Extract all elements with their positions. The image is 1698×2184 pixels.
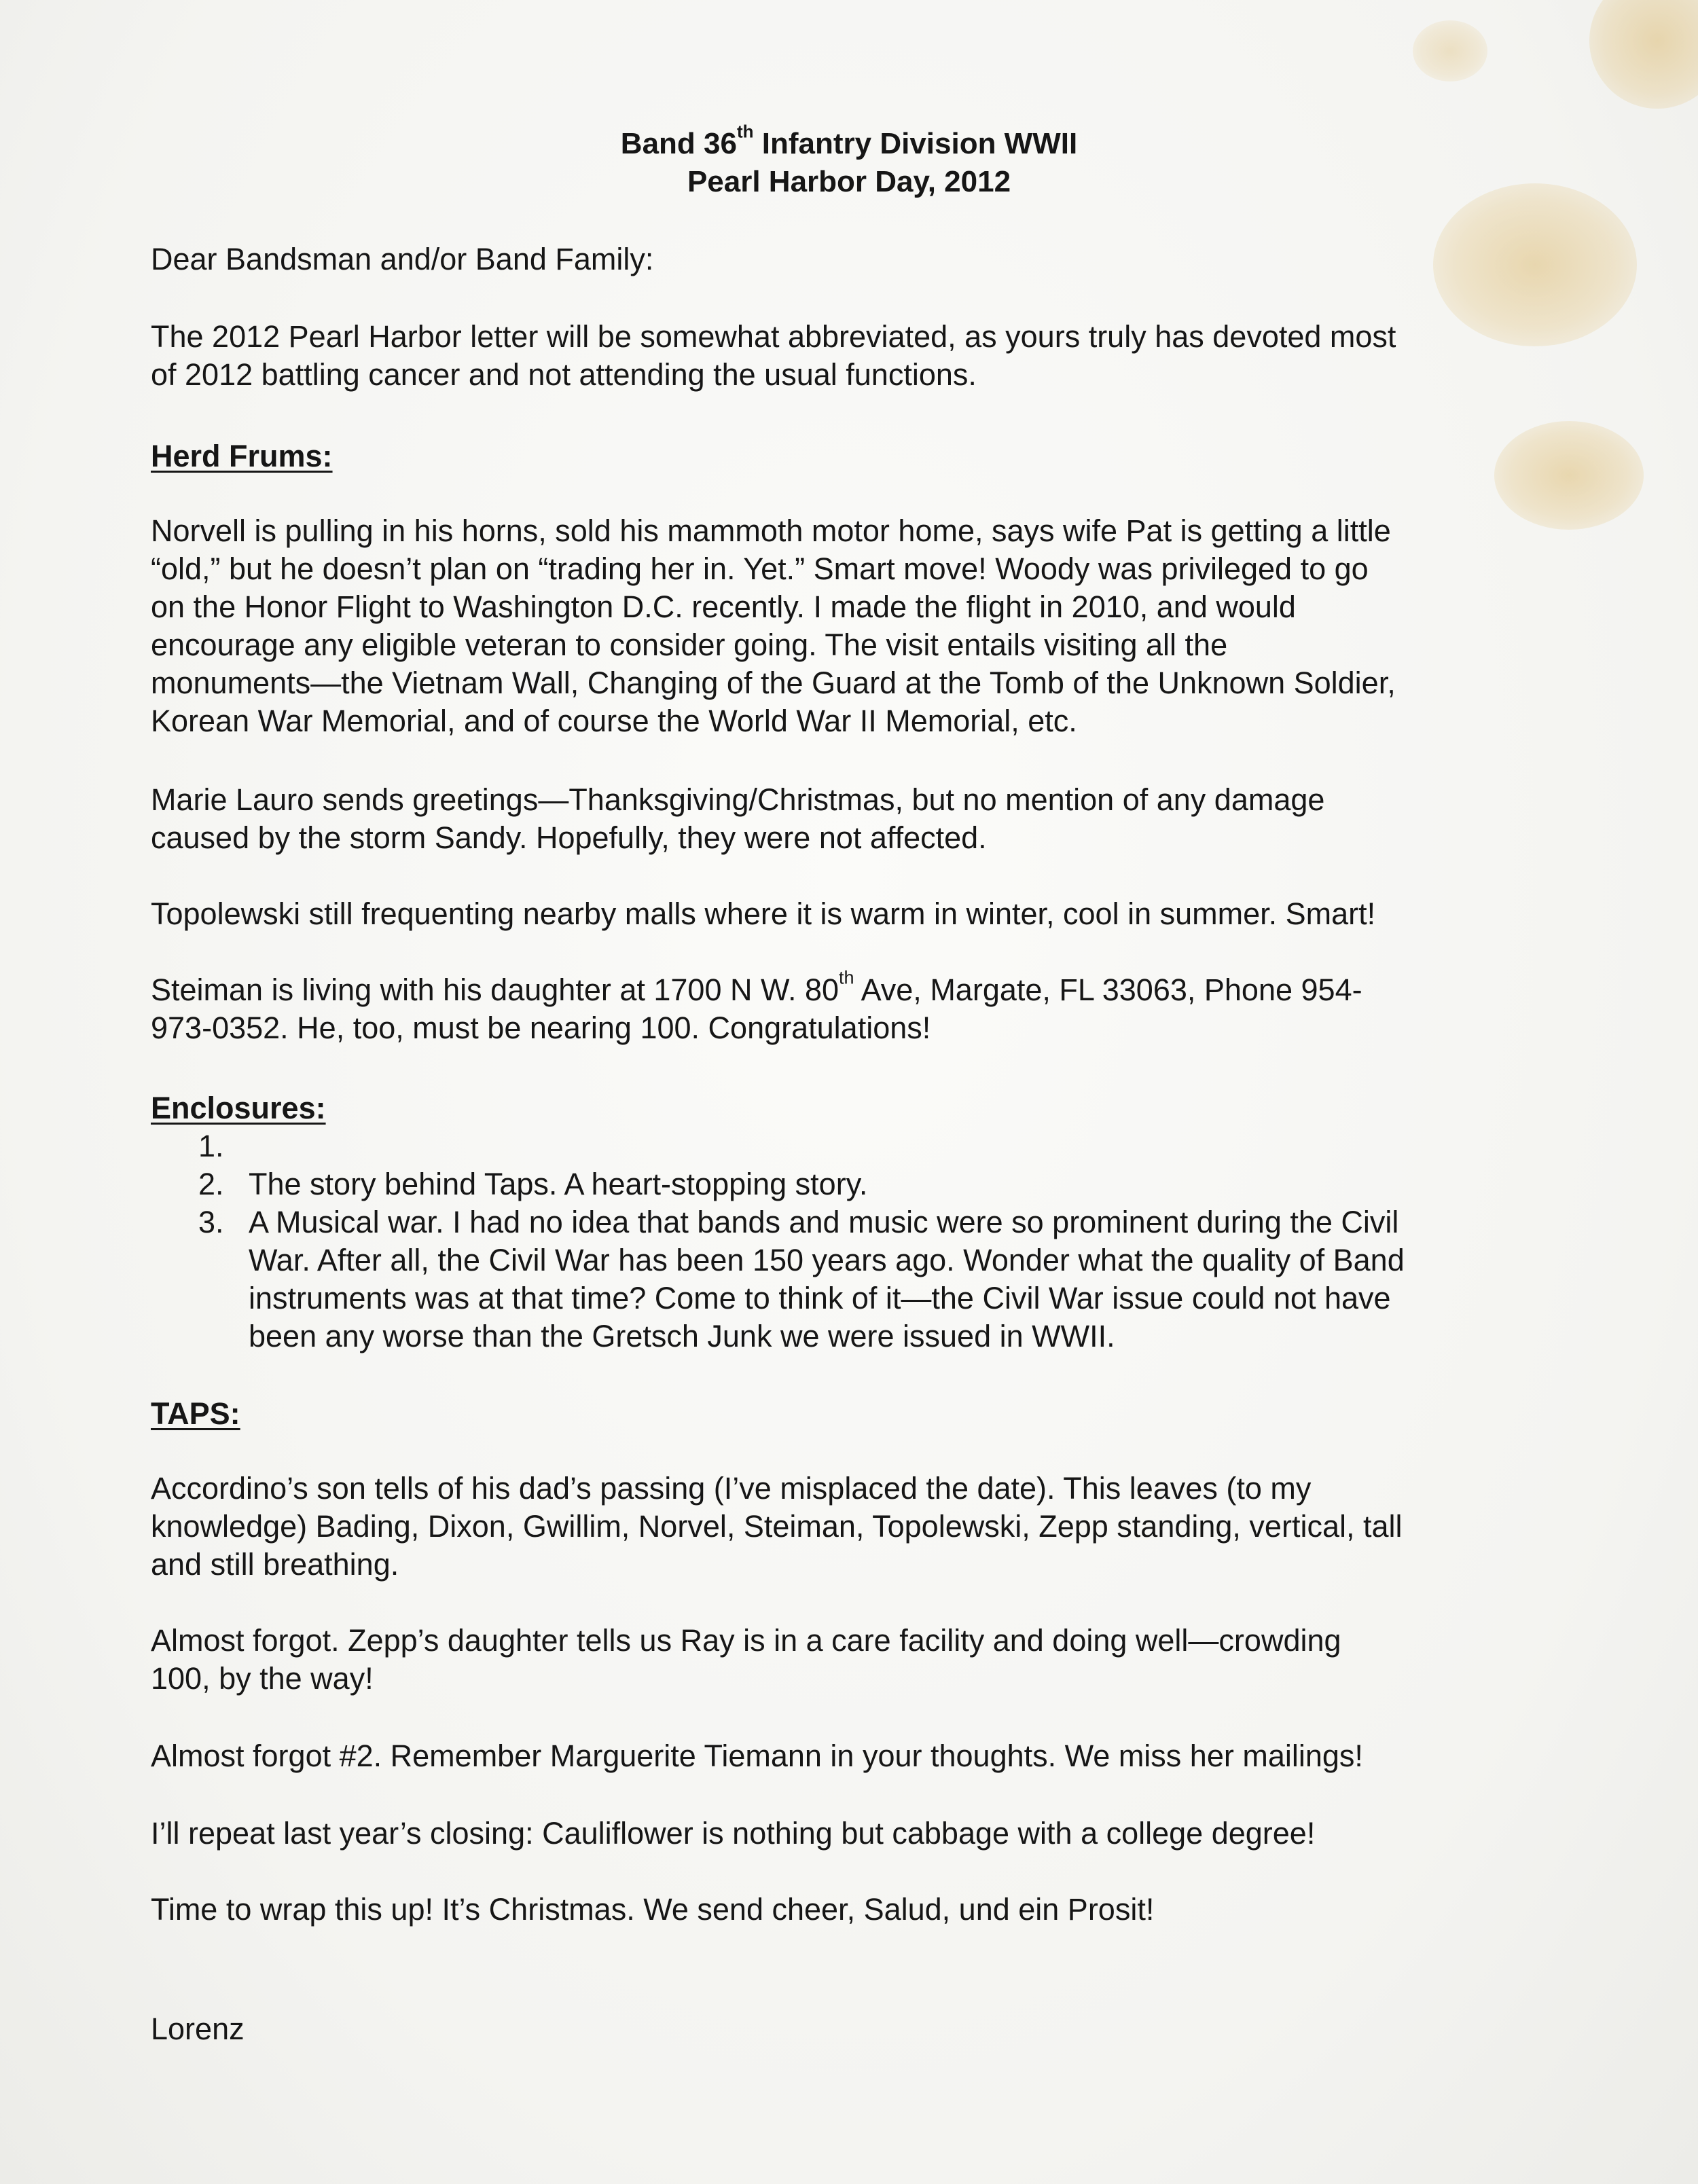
enclosure-text: A Musical war. I had no idea that bands and music were so prominent during the Civil War. After all, the Civil War has been 150 years ago. Wonder what the quality of Band instruments was at that time? Come to think of it—the Civil War issue could not have been any worse than the Gretsch Junk we were issued in WWII.	[249, 1205, 1405, 1353]
herd-frums-paragraph-4: Steiman is living with his daughter at 1700 N W. 80th Ave, Margate, FL 33063, Phone 954- 973-0352. He, too, must be nearing 100. Congratulations!	[151, 967, 1362, 1045]
intro-paragraph: The 2012 Pearl Harbor letter will be somewhat abbreviated, as yours truly has devoted most of 2012 battling cancer and not attending the usual functions.	[151, 319, 1396, 392]
signature: Lorenz	[151, 2012, 245, 2046]
taps-paragraph-4: I’ll repeat last year’s closing: Cauliflower is nothing but cabbage with a college degree!	[151, 1816, 1316, 1851]
taps-paragraph-2: Almost forgot. Zepp’s daughter tells us Ray is in a care facility and doing well—crowding 100, by the way!	[151, 1623, 1341, 1696]
herd-frums-paragraph-3: Topolewski still frequenting nearby malls where it is warm in winter, cool in summer. Smart!	[151, 896, 1376, 931]
taps-paragraph-3: Almost forgot #2. Remember Marguerite Tiemann in your thoughts. We miss her mailings!	[151, 1739, 1363, 1773]
stain-mark	[1413, 20, 1487, 81]
enclosure-number: 3.	[198, 1205, 224, 1239]
enclosures-heading: Enclosures:	[151, 1091, 326, 1125]
herd-frums-heading: Herd Frums:	[151, 439, 333, 473]
stain-mark	[1589, 0, 1698, 109]
taps-paragraph-1: Accordino’s son tells of his dad’s passing (I’ve misplaced the date). This leaves (to my knowledge) Bading, Dixon, Gwillim, Norvel, Steiman, Topolewski, Zepp standing, vertical, tall and still breathing.	[151, 1471, 1403, 1582]
letter-title: Band 36th Infantry Division WWII	[620, 121, 1078, 160]
taps-paragraph-5: Time to wrap this up! It’s Christmas. We send cheer, Salud, und ein Prosit!	[151, 1892, 1155, 1927]
herd-frums-paragraph-1: Norvell is pulling in his horns, sold his mammoth motor home, says wife Pat is getting a little “old,” but he doesn’t plan on “trading her in. Yet.” Smart move! Woody was privileged to go on the Honor Flight to Washington D.C. recently. I made the flight in 2010, and would encourage any eligible veteran to consider going. The visit entails visiting all the monuments—the Vietnam Wall, Changing of the Guard at the Tomb of the Unknown Soldier, Korean War Memorial, and of course the World War II Memorial, etc.	[151, 513, 1396, 738]
enclosure-number: 2.	[198, 1167, 224, 1201]
stain-mark	[1494, 421, 1644, 530]
herd-frums-paragraph-2: Marie Lauro sends greetings—Thanksgiving/Christmas, but no mention of any damage caused by the storm Sandy. Hopefully, they were not affected.	[151, 782, 1325, 855]
enclosure-text: The story behind Taps. A heart-stopping story.	[249, 1167, 868, 1201]
salutation: Dear Bandsman and/or Band Family:	[151, 242, 654, 276]
stain-mark	[1433, 183, 1637, 346]
taps-heading: TAPS:	[151, 1396, 240, 1431]
enclosure-number: 1.	[198, 1129, 224, 1163]
letter-subtitle: Pearl Harbor Day, 2012	[687, 165, 1011, 198]
